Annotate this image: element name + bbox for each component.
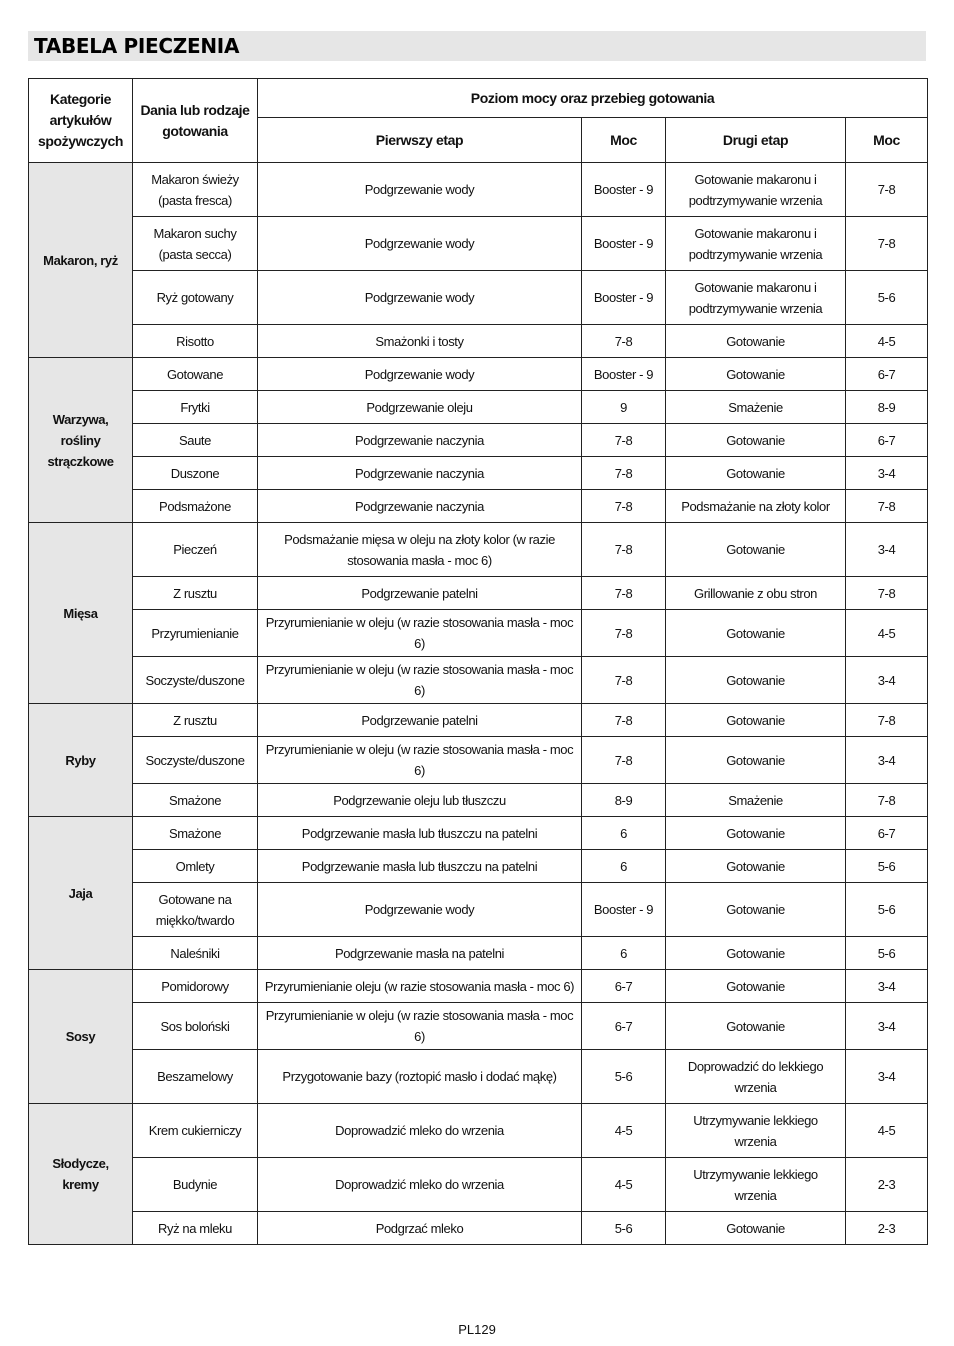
dish-cell: Ryż na mleku <box>133 1212 258 1245</box>
stage1-cell: Przyrumienianie oleju (w razie stosowania masła - moc 6) <box>258 970 582 1003</box>
dish-cell: Beszamelowy <box>133 1050 258 1104</box>
stage1-cell: Podgrzać mleko <box>258 1212 582 1245</box>
power1-cell: 5-6 <box>582 1050 666 1104</box>
stage1-cell: Podgrzewanie wody <box>258 883 582 937</box>
power2-cell: 7-8 <box>846 217 928 271</box>
stage1-cell: Przyrumienianie w oleju (w razie stosowania masła - moc 6) <box>258 610 582 657</box>
dish-cell: Przyrumienianie <box>133 610 258 657</box>
stage2-cell: Gotowanie <box>666 610 846 657</box>
power2-cell: 7-8 <box>846 704 928 737</box>
table-row <box>29 1050 928 1104</box>
stage2-cell: Gotowanie <box>666 737 846 784</box>
power1-cell: 6-7 <box>582 970 666 1003</box>
power2-cell: 3-4 <box>846 657 928 704</box>
stage1-cell: Doprowadzić mleko do wrzenia <box>258 1104 582 1158</box>
power2-cell: 4-5 <box>846 325 928 358</box>
table-row <box>29 457 928 490</box>
power2-cell: 2-3 <box>846 1212 928 1245</box>
dish-cell: Z rusztu <box>133 577 258 610</box>
stage2-cell: Gotowanie <box>666 358 846 391</box>
power1-cell: 7-8 <box>582 657 666 704</box>
table-row <box>29 1212 928 1245</box>
dish-cell: Smażone <box>133 817 258 850</box>
power2-cell: 5-6 <box>846 937 928 970</box>
stage2-cell: Podsmażanie na złoty kolor <box>666 490 846 523</box>
dish-cell: Krem cukierniczy <box>133 1104 258 1158</box>
dish-cell: Soczyste/duszone <box>133 657 258 704</box>
stage1-cell: Podgrzewanie wody <box>258 217 582 271</box>
power2-cell: 8-9 <box>846 391 928 424</box>
dish-cell: Duszone <box>133 457 258 490</box>
power1-cell: 7-8 <box>582 457 666 490</box>
power2-cell: 7-8 <box>846 577 928 610</box>
baking-table <box>28 78 928 1245</box>
table-row <box>29 523 928 577</box>
stage1-cell: Przyrumienianie w oleju (w razie stosowania masła - moc 6) <box>258 1003 582 1050</box>
table-row <box>29 970 928 1003</box>
stage1-cell: Przyrumienianie w oleju (w razie stosowania masła - moc 6) <box>258 657 582 704</box>
dish-cell: Frytki <box>133 391 258 424</box>
table-row <box>29 937 928 970</box>
stage1-cell: Doprowadzić mleko do wrzenia <box>258 1158 582 1212</box>
table-row <box>29 271 928 325</box>
stage2-cell: Grillowanie z obu stron <box>666 577 846 610</box>
dish-cell: Pomidorowy <box>133 970 258 1003</box>
stage1-cell: Podgrzewanie wody <box>258 358 582 391</box>
stage2-cell: Utrzymywanie lekkiego wrzenia <box>666 1158 846 1212</box>
table-row <box>29 737 928 784</box>
power1-cell: Booster - 9 <box>582 217 666 271</box>
power2-cell: 4-5 <box>846 610 928 657</box>
stage1-cell: Podgrzewanie patelni <box>258 577 582 610</box>
stage1-cell: Przygotowanie bazy (roztopić masło i dodać mąkę) <box>258 1050 582 1104</box>
table-row <box>29 490 928 523</box>
stage2-cell: Gotowanie <box>666 883 846 937</box>
power1-cell: 6 <box>582 850 666 883</box>
stage1-cell: Podgrzewanie oleju <box>258 391 582 424</box>
stage2-cell: Gotowanie <box>666 1003 846 1050</box>
power1-cell: 7-8 <box>582 424 666 457</box>
stage1-cell: Podgrzewanie masła na patelni <box>258 937 582 970</box>
power2-cell: 3-4 <box>846 737 928 784</box>
dish-cell: Risotto <box>133 325 258 358</box>
dish-cell: Sos boloński <box>133 1003 258 1050</box>
category-cell: Słodycze, kremy <box>29 1104 133 1245</box>
power2-cell: 3-4 <box>846 1050 928 1104</box>
power2-cell: 7-8 <box>846 163 928 217</box>
dish-cell: Smażone <box>133 784 258 817</box>
header-power2: Moc <box>846 118 928 163</box>
table-row <box>29 577 928 610</box>
table-row <box>29 1104 928 1158</box>
stage2-cell: Gotowanie <box>666 325 846 358</box>
dish-cell: Ryż gotowany <box>133 271 258 325</box>
table-row <box>29 1003 928 1050</box>
dish-cell: Makaron świeży (pasta fresca) <box>133 163 258 217</box>
power1-cell: 7-8 <box>582 704 666 737</box>
stage2-cell: Gotowanie makaronu i podtrzymywanie wrzenia <box>666 271 846 325</box>
category-cell: Mięsa <box>29 523 133 704</box>
table-row <box>29 1158 928 1212</box>
power1-cell: 6 <box>582 817 666 850</box>
stage2-cell: Gotowanie <box>666 1212 846 1245</box>
stage2-cell: Gotowanie <box>666 657 846 704</box>
power2-cell: 4-5 <box>846 1104 928 1158</box>
table-row <box>29 817 928 850</box>
stage1-cell: Podgrzewanie naczynia <box>258 457 582 490</box>
stage1-cell: Podgrzewanie masła lub tłuszczu na patelni <box>258 817 582 850</box>
header-group: Poziom mocy oraz przebieg gotowania <box>258 79 928 118</box>
stage1-cell: Smażonki i tosty <box>258 325 582 358</box>
dish-cell: Omlety <box>133 850 258 883</box>
table-row <box>29 610 928 657</box>
power1-cell: 9 <box>582 391 666 424</box>
power2-cell: 5-6 <box>846 271 928 325</box>
power1-cell: 5-6 <box>582 1212 666 1245</box>
stage2-cell: Utrzymywanie lekkiego wrzenia <box>666 1104 846 1158</box>
power1-cell: 8-9 <box>582 784 666 817</box>
header-category: Kategorie artykułów spożywczych <box>29 79 133 163</box>
power2-cell: 7-8 <box>846 490 928 523</box>
header-stage2: Drugi etap <box>666 118 846 163</box>
title-bar <box>28 31 926 61</box>
page-number: PL129 <box>458 1322 496 1337</box>
power1-cell: Booster - 9 <box>582 358 666 391</box>
power1-cell: Booster - 9 <box>582 271 666 325</box>
power1-cell: Booster - 9 <box>582 163 666 217</box>
power1-cell: 7-8 <box>582 610 666 657</box>
power2-cell: 6-7 <box>846 424 928 457</box>
table-row <box>29 391 928 424</box>
stage1-cell: Przyrumienianie w oleju (w razie stosowania masła - moc 6) <box>258 737 582 784</box>
power2-cell: 5-6 <box>846 883 928 937</box>
stage1-cell: Podgrzewanie naczynia <box>258 490 582 523</box>
power2-cell: 2-3 <box>846 1158 928 1212</box>
power2-cell: 3-4 <box>846 1003 928 1050</box>
power1-cell: 7-8 <box>582 737 666 784</box>
stage2-cell: Gotowanie <box>666 457 846 490</box>
dish-cell: Gotowane na miękko/twardo <box>133 883 258 937</box>
table-row <box>29 163 928 217</box>
header-power1: Moc <box>582 118 666 163</box>
dish-cell: Pieczeń <box>133 523 258 577</box>
power2-cell: 6-7 <box>846 358 928 391</box>
header-stage1: Pierwszy etap <box>258 118 582 163</box>
dish-cell: Z rusztu <box>133 704 258 737</box>
stage2-cell: Smażenie <box>666 391 846 424</box>
stage2-cell: Gotowanie <box>666 850 846 883</box>
category-cell: Makaron, ryż <box>29 163 133 358</box>
stage2-cell: Gotowanie <box>666 817 846 850</box>
power1-cell: 7-8 <box>582 490 666 523</box>
table-row <box>29 704 928 737</box>
table-body <box>29 163 928 1245</box>
power1-cell: 7-8 <box>582 523 666 577</box>
power2-cell: 3-4 <box>846 457 928 490</box>
stage2-cell: Gotowanie makaronu i podtrzymywanie wrzenia <box>666 163 846 217</box>
stage1-cell: Podgrzewanie patelni <box>258 704 582 737</box>
dish-cell: Budynie <box>133 1158 258 1212</box>
table-row <box>29 217 928 271</box>
stage1-cell: Podgrzewanie oleju lub tłuszczu <box>258 784 582 817</box>
stage2-cell: Gotowanie <box>666 424 846 457</box>
power1-cell: 4-5 <box>582 1158 666 1212</box>
stage2-cell: Gotowanie <box>666 523 846 577</box>
power2-cell: 3-4 <box>846 523 928 577</box>
dish-cell: Soczyste/duszone <box>133 737 258 784</box>
stage1-cell: Podgrzewanie wody <box>258 163 582 217</box>
power1-cell: Booster - 9 <box>582 883 666 937</box>
page-title: TABELA PIECZENIA <box>34 34 240 58</box>
stage1-cell: Podgrzewanie naczynia <box>258 424 582 457</box>
category-cell: Sosy <box>29 970 133 1104</box>
stage1-cell: Podsmażanie mięsa w oleju na złoty kolor (w razie stosowania masła - moc 6) <box>258 523 582 577</box>
power2-cell: 3-4 <box>846 970 928 1003</box>
power1-cell: 7-8 <box>582 577 666 610</box>
dish-cell: Gotowane <box>133 358 258 391</box>
power1-cell: 6-7 <box>582 1003 666 1050</box>
power2-cell: 5-6 <box>846 850 928 883</box>
dish-cell: Podsmażone <box>133 490 258 523</box>
dish-cell: Naleśniki <box>133 937 258 970</box>
category-cell: Warzywa, rośliny strączkowe <box>29 358 133 523</box>
table-row <box>29 784 928 817</box>
table-row <box>29 325 928 358</box>
stage2-cell: Gotowanie <box>666 970 846 1003</box>
table-row <box>29 424 928 457</box>
stage2-cell: Gotowanie <box>666 704 846 737</box>
stage2-cell: Gotowanie makaronu i podtrzymywanie wrzenia <box>666 217 846 271</box>
dish-cell: Saute <box>133 424 258 457</box>
category-cell: Ryby <box>29 704 133 817</box>
stage2-cell: Smażenie <box>666 784 846 817</box>
category-cell: Jaja <box>29 817 133 970</box>
table-row <box>29 657 928 704</box>
table-row <box>29 358 928 391</box>
stage2-cell: Gotowanie <box>666 937 846 970</box>
power2-cell: 7-8 <box>846 784 928 817</box>
stage1-cell: Podgrzewanie masła lub tłuszczu na patelni <box>258 850 582 883</box>
table-row <box>29 883 928 937</box>
header-dish: Dania lub rodzaje gotowania <box>133 79 258 163</box>
power2-cell: 6-7 <box>846 817 928 850</box>
power1-cell: 6 <box>582 937 666 970</box>
power1-cell: 7-8 <box>582 325 666 358</box>
stage2-cell: Doprowadzić do lekkiego wrzenia <box>666 1050 846 1104</box>
power1-cell: 4-5 <box>582 1104 666 1158</box>
stage1-cell: Podgrzewanie wody <box>258 271 582 325</box>
dish-cell: Makaron suchy (pasta secca) <box>133 217 258 271</box>
table-row <box>29 850 928 883</box>
